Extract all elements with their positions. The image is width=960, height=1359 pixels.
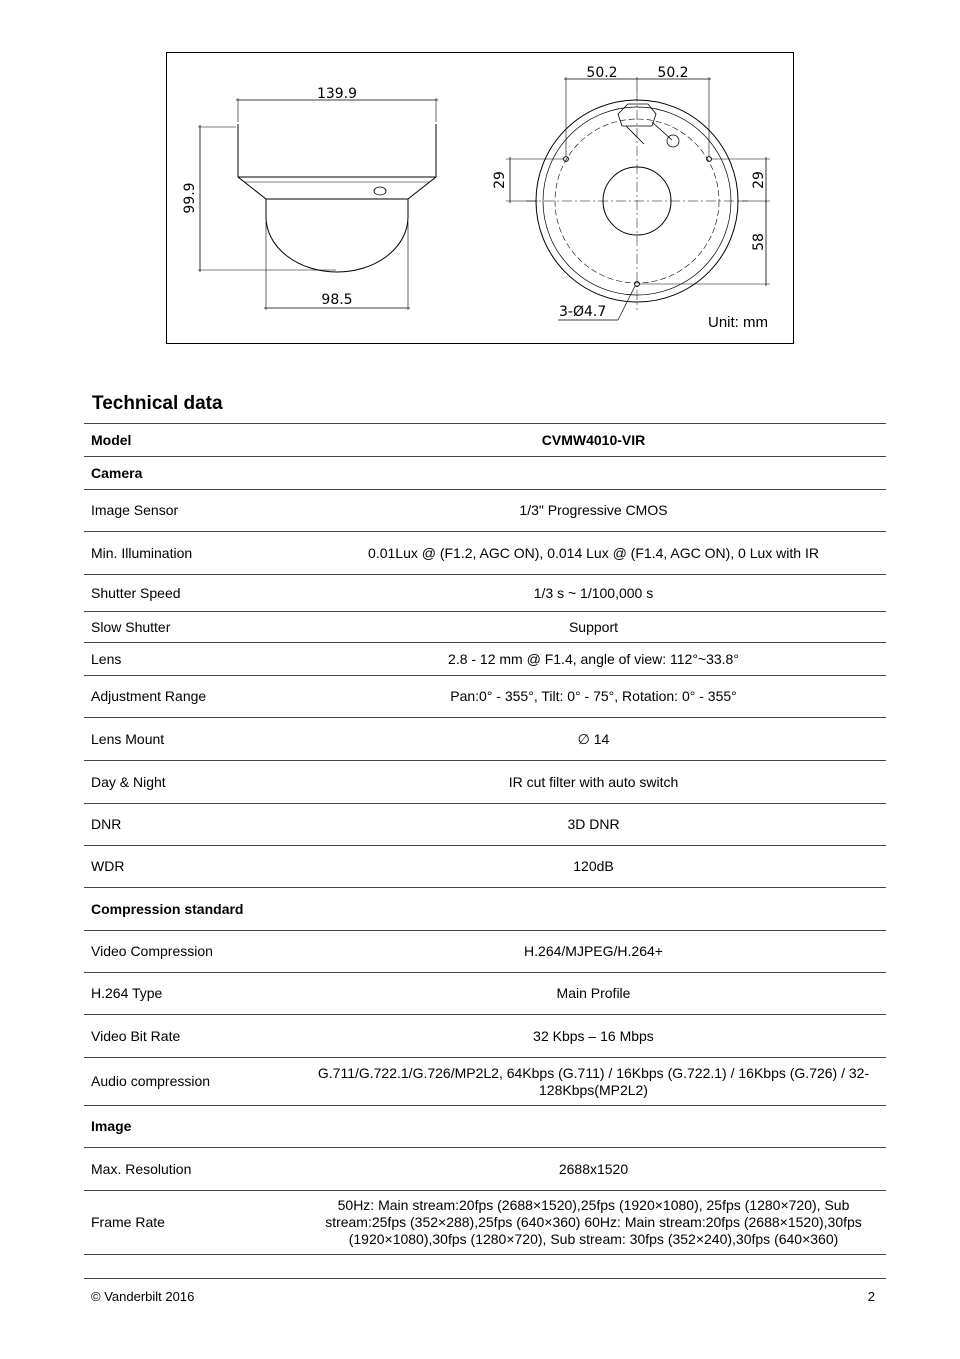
table-row	[84, 1191, 886, 1255]
table-section-compression	[84, 888, 886, 931]
row-value	[301, 888, 886, 931]
row-label: Shutter Speed	[91, 584, 181, 601]
row-value: 3D DNR	[567, 816, 620, 832]
row-value: Main Profile	[556, 985, 631, 1001]
table-row	[84, 490, 886, 532]
dim-top-left-half: 50.2	[586, 65, 618, 81]
footer-copyright: © Vanderbilt 2016	[91, 1289, 195, 1304]
table-row	[84, 1058, 886, 1106]
drawing-frame	[167, 53, 794, 344]
side-view-dome	[266, 199, 408, 272]
table-row	[84, 973, 886, 1015]
section-title: Technical data	[92, 393, 223, 414]
row-value: Pan:0° - 355°, Tilt: 0° - 75°, Rotation: 0° - 355°	[450, 688, 737, 704]
table-section-image	[84, 1106, 886, 1148]
row-label: Slow Shutter	[91, 618, 171, 635]
spec-table	[84, 423, 886, 1255]
row-value: 2.8 - 12 mm @ F1.4, angle of view: 112°~33.8°	[448, 650, 739, 667]
unit-label: Unit: mm	[708, 314, 768, 331]
table-row	[84, 612, 886, 643]
side-view-base	[238, 124, 436, 199]
table-row	[84, 1015, 886, 1058]
table-row	[84, 1148, 886, 1191]
top-view-bracket-screw	[667, 135, 679, 147]
dimension-drawing	[166, 52, 794, 344]
row-label: Frame Rate	[91, 1214, 165, 1230]
footer-page-number: 2	[867, 1289, 875, 1304]
row-label: Adjustment Range	[91, 688, 207, 704]
row-label: Max. Resolution	[91, 1160, 192, 1177]
row-value: 1/3" Progressive CMOS	[519, 502, 668, 518]
dim-holes: 3-Ø4.7	[559, 304, 607, 320]
row-value: ∅ 14	[577, 730, 610, 747]
row-label: Model	[91, 431, 132, 448]
table-row	[84, 846, 886, 888]
dimension-drawing-svg	[166, 52, 794, 344]
row-value	[301, 1106, 886, 1148]
table-row	[84, 931, 886, 973]
row-value: CVMW4010-VIR	[541, 431, 646, 448]
row-label: Lens	[91, 650, 122, 667]
row-label: Image	[91, 1118, 132, 1134]
table-row	[84, 804, 886, 846]
table-row	[84, 718, 886, 761]
row-label: Audio compression	[91, 1073, 211, 1089]
row-value: 120dB	[573, 858, 614, 874]
row-value: G.711/G.722.1/G.726/MP2L2, 64Kbps (G.711) / 16Kbps (G.722.1) / 16Kbps (G.726) / 32-128Kbps(MP2L2)	[317, 1064, 870, 1098]
row-value: 0.01Lux @ (F1.2, AGC ON), 0.014 Lux @ (F1.4, AGC ON), 0 Lux with IR	[368, 544, 819, 561]
top-view	[506, 77, 770, 320]
row-label: Min. Illumination	[91, 544, 193, 561]
dim-top-lower: 58	[751, 233, 767, 251]
row-value: 32 Kbps – 16 Mbps	[533, 1027, 654, 1044]
table-row	[84, 761, 886, 804]
table-row	[84, 676, 886, 718]
row-label: Day & Night	[91, 773, 166, 790]
table-row	[84, 532, 886, 575]
dim-top-left-offset: 29	[492, 171, 508, 189]
table-row-model	[84, 424, 886, 457]
row-value: H.264/MJPEG/H.264+	[524, 943, 663, 959]
row-label: Image Sensor	[91, 502, 179, 518]
row-value: IR cut filter with auto switch	[508, 773, 679, 790]
table-row	[84, 643, 886, 676]
row-value: 50Hz: Main stream:20fps (2688×1520),25fps (1920×1080), 25fps (1280×720), Sub stream:25fps (352×288),25fps (640×360) 60Hz: Main stream:20fps (2688×1520),30fps (1920×1080),30fps (1280×720), Sub stream: 30fps (352×240),30fps (640×360)	[325, 1197, 862, 1247]
row-label: Video Compression	[91, 943, 213, 959]
row-label: Camera	[91, 464, 143, 481]
row-label: H.264 Type	[91, 985, 163, 1001]
row-value: 2688x1520	[558, 1160, 629, 1177]
row-label: DNR	[91, 816, 122, 832]
row-value: 1/3 s ~ 1/100,000 s	[533, 584, 654, 601]
top-view-hole-left	[564, 157, 569, 162]
dim-side-height: 99.9	[182, 182, 198, 214]
dim-top-right-offset: 29	[751, 171, 767, 189]
row-label: Compression standard	[91, 900, 244, 917]
table-section-camera	[84, 457, 886, 490]
row-label: Lens Mount	[91, 730, 165, 747]
footer-divider	[84, 1278, 886, 1279]
row-label: WDR	[91, 858, 125, 874]
row-value: Support	[568, 618, 619, 635]
table-row	[84, 575, 886, 612]
row-value	[301, 457, 886, 490]
dim-side-top-width: 139.9	[316, 86, 358, 102]
side-view	[198, 98, 438, 310]
dim-side-dome-width: 98.5	[321, 292, 353, 308]
dim-top-right-half: 50.2	[657, 65, 689, 81]
side-view-screw	[374, 187, 386, 195]
row-label: Video Bit Rate	[91, 1027, 181, 1044]
